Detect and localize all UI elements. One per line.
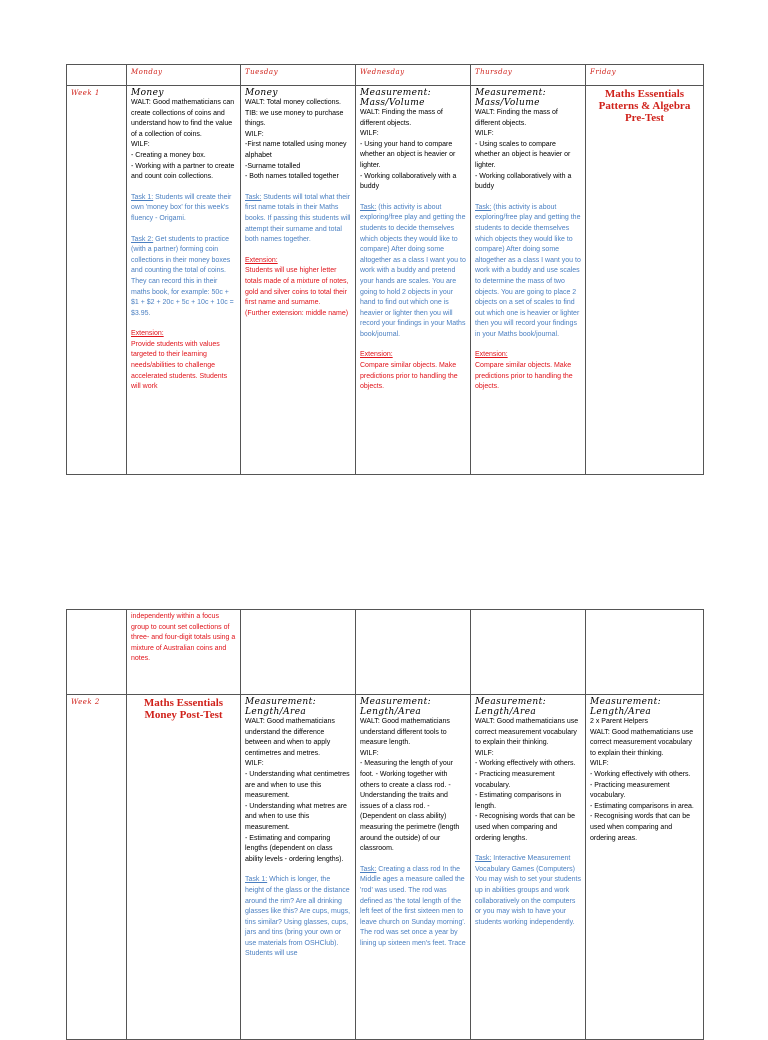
task-text: Get students to practice (with a partner) forming coin collections in their money boxes and counting the total of coins. They can record this in their maths book, for example: 50c + $1 + $2 + 20c + 5c + 10c + 10c = $3.95. — [131, 235, 234, 317]
extension-label: Extension: — [245, 256, 278, 264]
continuation-monday-cell — [127, 610, 241, 695]
day-header-thursday: Thursday — [471, 65, 586, 86]
walt-wilf-text: WALT: Good mathematicians can create collections of coins and understand how to find the value of a collection of coins. WILF: - Creating a money box. - Working with a partner to create and count coin collections. — [131, 99, 235, 181]
task-label: Task: — [360, 865, 377, 873]
task-label: Task: — [475, 855, 492, 863]
task-label: Task 2: — [131, 235, 154, 243]
task-text: Interactive Measurement Vocabulary Games (Computers) You may wish to set your students up in abilities groups and work collaboratively on the computers or you may wish to have your students working independently. — [475, 855, 581, 926]
week2-wednesday-cell — [356, 695, 471, 1040]
maths-essentials-pretest-title: Maths Essentials Patterns & Algebra Pre-Test — [598, 88, 691, 124]
lesson-plan-table-week-1 — [66, 64, 704, 475]
extension-continued-text: independently within a focus group to count set collections of three- and four-digit totals using a mixture of Australian coins and notes. — [131, 613, 236, 663]
task-label: Task: — [475, 203, 492, 211]
day-header-tuesday: Tuesday — [241, 65, 356, 86]
week2-tuesday-cell — [241, 695, 356, 1040]
topic-heading: Measurement: Length/Area — [475, 697, 547, 717]
topic-heading: Measurement: Mass/Volume — [360, 88, 432, 108]
extension-note: (Further extension: middle name) — [245, 309, 349, 317]
extension-text: Compare similar objects. Make predictions prior to handling the objects. — [475, 362, 573, 391]
task-text: Creating a class rod In the Middle ages a measure called the 'rod' was used. The rod was defined as 'the total length of the left feet of the first sixteen men to leave church on Sunday morning'. The rod was set once a year by lining up sixteen men's feet. Trace — [360, 865, 466, 947]
day-header-friday: Friday — [586, 65, 704, 86]
walt-wilf-text: WALT: Finding the mass of different objects. WILF: - Using scales to compare whether an object is heavier or lighter. - Working collaboratively with a buddy — [475, 109, 572, 191]
task-text: (this activity is about exploring/free play and getting the students to decide themselves which objects they would like to compare) After doing some altogether as a class I want you to work with a buddy and pretend your hands are scales. You are going to hold 2 objects in your hand to find out which one is heavier or lighter then you will record your findings in your Maths book/journal. — [360, 203, 466, 338]
continuation-empty-cell — [67, 610, 127, 695]
extension-label: Extension: — [475, 351, 508, 359]
walt-wilf-text: WALT: Good mathematicians use correct measurement vocabulary to explain their thinking. WILF: - Working effectively with others. - Practicing measurement vocabulary. - Estimating comparisons in length. - Recognising words that can be used when comparing and ordering lengths. — [475, 718, 579, 842]
extension-label: Extension: — [131, 330, 164, 338]
week1-friday-cell — [586, 86, 704, 475]
task-text: Students will create their own 'money box' for this week's fluency - Origami. — [131, 193, 232, 222]
walt-wilf-text: 2 x Parent Helpers WALT: Good mathematicians use correct measurement vocabulary to explain their thinking. WILF: - Working effectively with others. - Practicing measurement vocabulary. - Estimating comparisons in area. - Recognising words that can be used when comparing and ordering areas. — [590, 718, 694, 842]
continuation-empty-cell — [586, 610, 704, 695]
task-label: Task: — [360, 203, 377, 211]
maths-essentials-posttest-title: Maths Essentials Money Post-Test — [143, 697, 224, 721]
week2-thursday-cell — [471, 695, 586, 1040]
header-empty-cell — [67, 65, 127, 86]
week-1-label: Week 1 — [67, 86, 127, 475]
task-text: Students will total what their first name totals in their Maths books. If passing this students will attempt their surname and total both names together. — [245, 193, 351, 244]
topic-heading: Measurement: Mass/Volume — [475, 88, 547, 108]
walt-wilf-text: WALT: Good mathematicians understand the difference between and when to apply centimetres and metres. WILF: - Understanding what centimetres are and when to use this measurement. - Understanding what metres are and when to use this measurement. - Estimating and comparing lengths (dependent on class ability levels - ordering lengths). — [245, 718, 350, 863]
week1-monday-cell — [127, 86, 241, 475]
walt-wilf-text: WALT: Total money collections. TIB: we use money to purchase things. WILF: -First name totalled using money alphabet -Surname totalled - Both names totalled together — [245, 99, 347, 181]
continuation-empty-cell — [471, 610, 586, 695]
task-label: Task 1: — [245, 876, 268, 884]
topic-heading: Measurement: Length/Area — [360, 697, 432, 717]
extension-text: Students will use higher letter totals made of a mixture of notes, gold and silver coins to total their first name and surname. — [245, 267, 349, 307]
day-header-monday: Monday — [127, 65, 241, 86]
week-2-label: Week 2 — [67, 695, 127, 1040]
topic-heading: Measurement: Length/Area — [590, 697, 662, 717]
extension-text: Compare similar objects. Make predictions prior to handling the objects. — [360, 362, 458, 391]
task-text: Which is longer, the height of the glass or the distance around the rim? Are all drinking glasses like this? Are cups, mugs, tins similar? Using glasses, cups, jars and tins (bring your own or use materials from OSHClub). Students will use — [245, 876, 351, 958]
task-label: Task 1: — [131, 193, 154, 201]
week1-thursday-cell — [471, 86, 586, 475]
topic-heading: Money — [245, 88, 278, 98]
task-label: Task: — [245, 193, 262, 201]
extension-label: Extension: — [360, 351, 393, 359]
lesson-plan-table-week-2 — [66, 609, 704, 1040]
week1-tuesday-cell — [241, 86, 356, 475]
week2-friday-cell — [586, 695, 704, 1040]
week1-wednesday-cell — [356, 86, 471, 475]
walt-wilf-text: WALT: Good mathematicians understand different tools to measure length. WILF: - Measuring the length of your foot. - Working together with others to create a class rod. - Understanding the traits and issues of a class rod. - (Dependent on class ability) measuring the perimetre (length around the outside) of our classroom. — [360, 718, 460, 853]
day-header-wednesday: Wednesday — [356, 65, 471, 86]
extension-text: Provide students with values targeted to their learning needs/abilities to challenge accelerated students. Students will work — [131, 340, 228, 391]
continuation-empty-cell — [241, 610, 356, 695]
continuation-empty-cell — [356, 610, 471, 695]
week2-monday-cell — [127, 695, 241, 1040]
task-text: (this activity is about exploring/free play and getting the students to decide themselves which objects they would like to compare) After doing some altogether as a class I want you to work with a buddy and use scales to determine the mass of two objects. You are going to place 2 objects on a set of scales to find out which one is heavier or lighter then you will record your findings in your Maths book/journal. — [475, 203, 581, 338]
topic-heading: Measurement: Length/Area — [245, 697, 317, 717]
walt-wilf-text: WALT: Finding the mass of different objects. WILF: - Using your hand to compare whether an object is heavier or lighter. - Working collaboratively with a buddy — [360, 109, 457, 191]
topic-heading: Money — [131, 88, 164, 98]
